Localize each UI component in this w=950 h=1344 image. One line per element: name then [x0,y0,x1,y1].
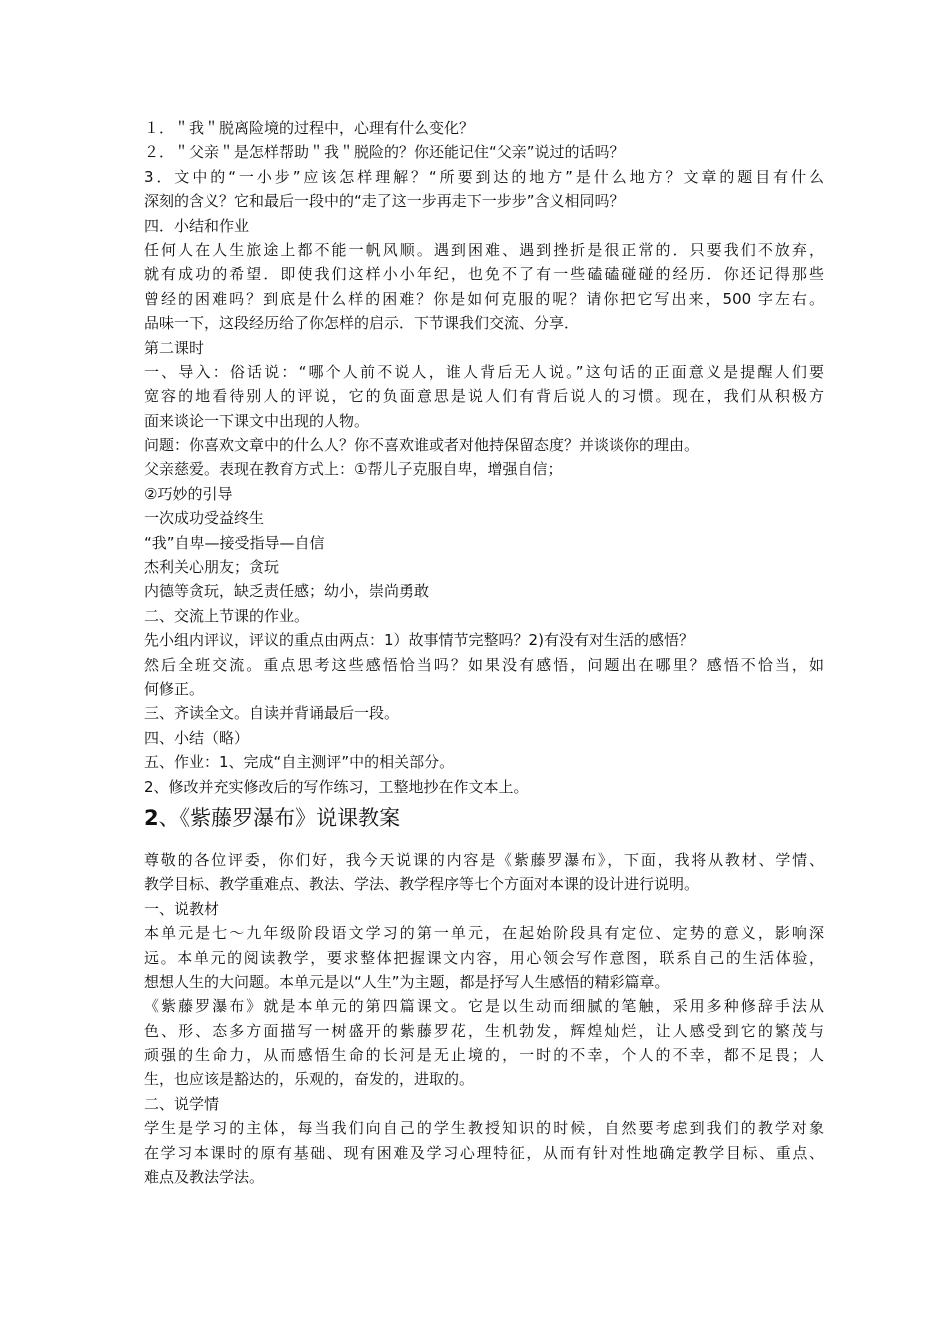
question-1: １．＂我＂脱离险境的过程中，心理有什么变化？ [144,119,475,137]
section-heading [144,803,824,833]
paragraph-line: 任何人在人生旅途上都不能一帆风顺。遇到困难、遇到挫折是很正常的．只要我们不放弃， [144,240,824,259]
heading-second-lesson: 第二课时 [144,338,205,357]
paragraph-line: 就有成功的希望．即使我们这样小小年纪，也免不了有一些磕磕碰碰的经历．你还记得那些 [144,265,824,284]
section-lecture-plan [144,848,824,1189]
paragraph-line: 父亲慈爱。表现在教育方式上：①帮儿子克服自卑，增强自信； [144,460,563,479]
paragraph-line: 想想人生的大问题。本单元是以“人生”为主题，都是抒写人生感悟的精彩篇章。 [144,972,670,991]
question-3-line-1: 3．文中的“一小步”应该怎样理解？“所要到达的地方”是什么地方？文章的题目有什么 [144,167,824,186]
paragraph-line: 教学目标、教学重难点、教法、学法、教学程序等七个方面对本课的设计进行说明。 [144,875,700,894]
paragraph-line: ②巧妙的引导 [144,484,233,503]
paragraph-line: 四、小结（略） [144,728,250,747]
paragraph-line: 一次成功受益终生 [144,509,265,528]
paragraph-line: 一、导入：俗话说：“哪个人前不说人，谁人背后无人说。”这句话的正面意义是提醒人们要 [144,362,824,381]
question-2: ２．＂父亲＂是怎样帮助＂我＂脱险的？你还能记住“父亲”说过的话吗？ [144,143,625,162]
heading-textbook: 一、说教材 [144,899,220,918]
paragraph-line: 2、修改并充实修改后的写作练习，工整地抄在作文本上。 [144,777,529,796]
paragraph-line: 难点及教法学法。 [144,1168,265,1187]
paragraph-line: 何修正。 [144,679,205,698]
paragraph-line: 内德等贪玩，缺乏责任感；幼小，崇尚勇敢 [144,582,430,601]
paragraph-line: 二、交流上节课的作业。 [144,606,310,625]
paragraph-line: 《紫藤罗瀑布》就是本单元的第四篇课文。它是以生动而细腻的笔触，采用多种修辞手法从 [144,997,824,1016]
paragraph-line: 顽强的生命力，从而感悟生命的长河是无止境的，一时的不幸，个人的不幸，都不足畏；人 [144,1046,824,1065]
document-body [144,116,824,1189]
paragraph-line: 面来谈论一下课文中出现的人物。 [144,411,370,430]
section-heading-number: 2 [144,805,159,830]
section-lesson-plan-continued [144,116,824,799]
heading-student-situation: 二、说学情 [144,1094,220,1113]
paragraph-line: 尊敬的各位评委，你们好，我今天说课的内容是《紫藤罗瀑布》，下面，我将从教材、学情、 [144,850,824,869]
paragraph-line: 品味一下，这段经历给了你怎样的启示．下节课我们交流、分享． [144,314,580,333]
heading-summary-homework: 四．小结和作业 [144,216,250,235]
paragraph-line: 问题：你喜欢文章中的什么人？你不喜欢谁或者对他持保留态度？并谈谈你的理由。 [144,436,700,455]
paragraph-line: 曾经的困难吗？到底是什么样的困难？你是如何克服的呢？请你把它写出来，500 字左右。 [144,289,824,308]
paragraph-line: 然后全班交流。重点思考这些感悟恰当吗？如果没有感悟，问题出在哪里？感悟不恰当，如 [144,655,824,674]
question-3-line-2: 深刻的含义？它和最后一段中的“走了这一步再走下一步步”含义相同吗？ [144,192,625,211]
paragraph-line: 杰利关心朋友；贪玩 [144,558,280,577]
section-heading-title: 、《紫藤罗瀑布》说课教案 [158,805,401,830]
paragraph-line: 本单元是七～九年级阶段语文学习的第一单元，在起始阶段具有定位、定势的意义，影响深 [144,924,824,943]
paragraph-line: 宽容的地看待别人的评说，它的负面意思是说人们有背后说人的习惯。现在，我们从积极方 [144,387,824,406]
paragraph-line: 色、形、态多方面描写一树盛开的紫藤罗花，生机勃发，辉煌灿烂，让人感受到它的繁茂与 [144,1021,824,1040]
paragraph-line: 五、作业：1、完成“自主测评”中的相关部分。 [144,753,455,772]
paragraph-line: 远。本单元的阅读教学，要求整体把握课文内容，用心领会写作意图，联系自己的生活体验， [144,948,824,967]
paragraph-line: 先小组内评议，评议的重点由两点：1）故事情节完整吗？2)有没有对生活的感悟？ [144,631,694,650]
paragraph-line: 生，也应该是豁达的，乐观的，奋发的，进取的。 [144,1070,475,1089]
paragraph-line: “我”自卑—接受指导—自信 [144,533,325,552]
paragraph-line: 学生是学习的主体，每当我们向自己的学生教授知识的时候，自然要考虑到我们的教学对象 [144,1119,824,1138]
paragraph-line: 在学习本课时的原有基础、现有困难及学习心理特征，从而有针对性地确定教学目标、重点、 [144,1143,824,1162]
paragraph-line: 三、齐读全文。自读并背诵最后一段。 [144,704,400,723]
